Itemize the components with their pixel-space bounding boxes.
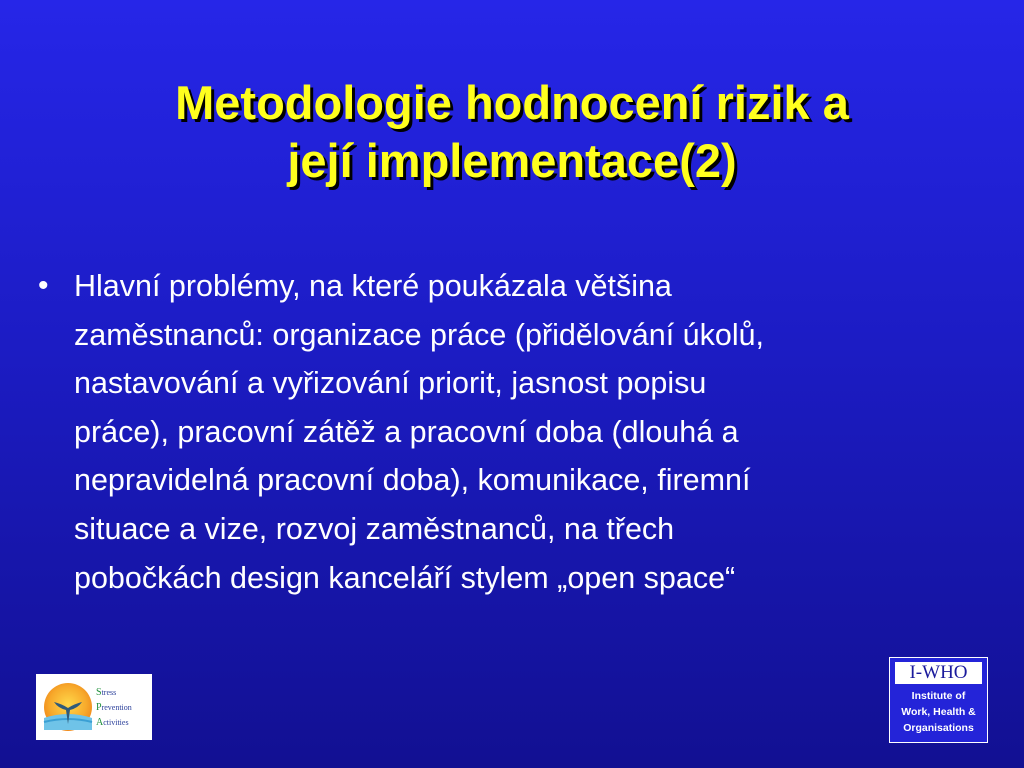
bullet-line-7: pobočkách design kanceláří stylem „open space“ bbox=[74, 560, 736, 595]
bullet-line-6: situace a vize, rozvoj zaměstnanců, na třech bbox=[74, 511, 675, 546]
iwho-subtitle-line-1: Institute of bbox=[911, 690, 966, 702]
iwho-logo-title: I-WHO bbox=[895, 662, 982, 684]
slide-title bbox=[0, 74, 1024, 190]
bullet-line-1: Hlavní problémy, na které poukázala většina bbox=[74, 269, 672, 303]
slide-title-line-2: její implementace(2) bbox=[287, 134, 737, 187]
slide-title-line-1: Metodologie hodnocení rizik a bbox=[175, 76, 849, 129]
bullet-line-4: práce), pracovní zátěž a pracovní doba (dlouhá a bbox=[74, 414, 739, 449]
iwho-logo-subtitle bbox=[890, 688, 987, 736]
bullet-text bbox=[74, 262, 998, 602]
sun-whale-tail-icon bbox=[40, 680, 96, 736]
bullet-line-2: zaměstnanců: organizace práce (přidělování úkolů, bbox=[74, 317, 765, 352]
spa-logo-text bbox=[96, 685, 132, 730]
bullet-item bbox=[38, 262, 998, 602]
iwho-logo bbox=[889, 657, 988, 743]
iwho-subtitle-line-3: Organisations bbox=[903, 722, 974, 734]
bullet-line-3: nastavování a vyřizování priorit, jasnost popisu bbox=[74, 366, 707, 401]
bullet-icon: • bbox=[38, 269, 49, 302]
spa-word-activities: Activities bbox=[96, 717, 129, 728]
bullet-line-5: nepravidelná pracovní doba), komunikace, firemní bbox=[74, 463, 751, 498]
iwho-subtitle-line-2: Work, Health & bbox=[901, 706, 976, 718]
bullet-list bbox=[38, 262, 998, 602]
spa-word-prevention: Prevention bbox=[96, 702, 132, 713]
stress-prevention-activities-logo bbox=[36, 674, 152, 740]
spa-word-stress: Stress bbox=[96, 687, 117, 698]
